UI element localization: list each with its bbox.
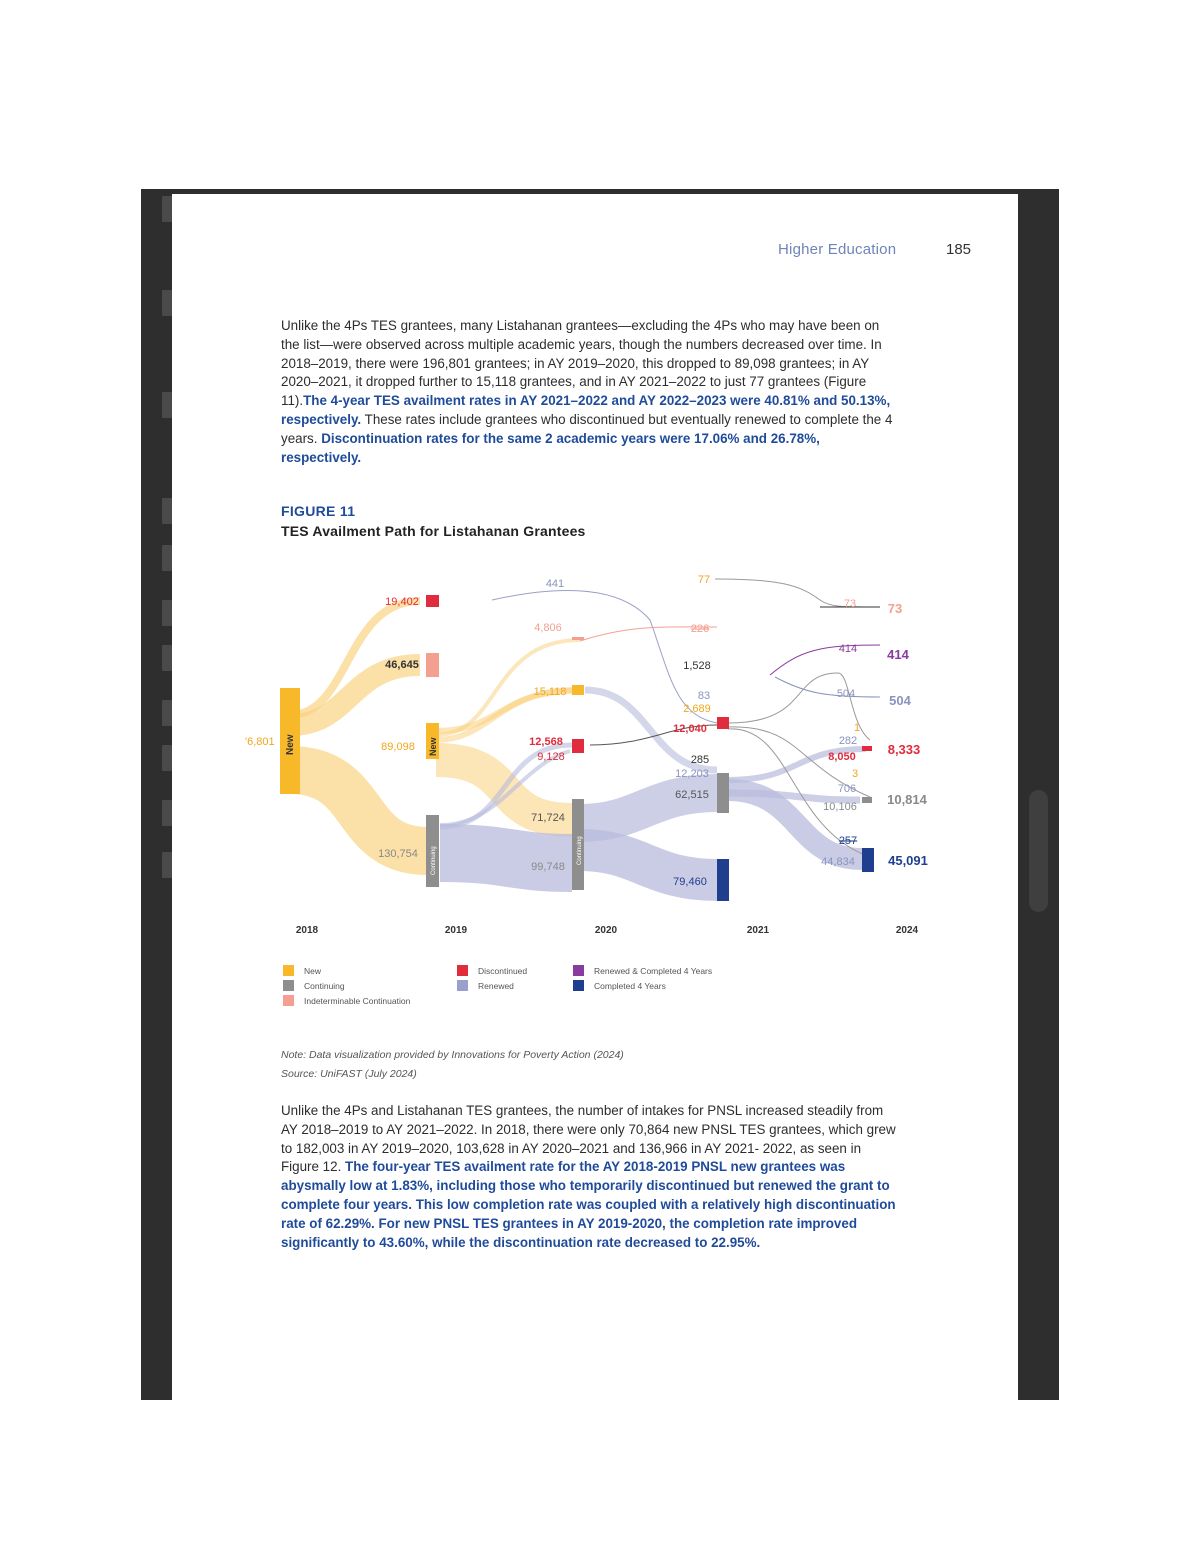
figure-source: Source: UniFAST (July 2024)	[281, 1068, 417, 1080]
node-label-new-2019: New	[428, 737, 438, 756]
flow-value-label: 414	[838, 643, 858, 655]
node-new-2020	[572, 685, 584, 695]
node-label-cont-2020: Continuing	[577, 836, 583, 865]
paragraph-highlight: Discontinuation rates for the same 2 academic years were 17.06% and 26.78%, respectively.	[281, 430, 820, 465]
background-glyph	[162, 392, 172, 418]
legend-swatch	[283, 995, 294, 1006]
node-disc-2024	[862, 746, 872, 751]
flow-value-label: 73	[887, 601, 903, 616]
figure-title: TES Availment Path for Listahanan Grantees	[281, 523, 586, 539]
flow-value-label: 79,460	[673, 876, 707, 888]
figure-label: FIGURE 11	[281, 503, 356, 519]
flow-value-label: 441	[545, 578, 565, 590]
year-label-2021: 2021	[746, 925, 770, 936]
flow-value-label: 71,724	[531, 812, 565, 824]
flow-new2018-cont	[290, 770, 428, 851]
node-indet-2019	[572, 637, 584, 640]
legend-label: Discontinued	[478, 966, 528, 976]
node-disc-2019	[572, 739, 584, 753]
flow-line-414	[770, 645, 880, 675]
background-glyph	[162, 700, 172, 726]
background-glyph	[162, 290, 172, 316]
flow-value-label: 12,040	[673, 723, 707, 735]
legend-swatch	[283, 965, 294, 976]
node-disc-2020	[717, 717, 729, 729]
background-glyph	[162, 645, 172, 671]
paragraph-listahanan	[281, 317, 901, 467]
legend-swatch	[457, 980, 468, 991]
node-cont-2021	[717, 773, 729, 813]
paragraph-text: These rates include grantees who discontinued but eventually renewed to complete the 4 years.	[281, 411, 893, 446]
flow-value-label: 99,748	[531, 861, 565, 873]
flow-line-504	[775, 677, 880, 697]
flow-value-label: 8,333	[887, 742, 921, 757]
legend-swatch	[573, 965, 584, 976]
flow-value-label: 8,050	[828, 751, 856, 763]
flow-value-label: 19,402	[385, 596, 419, 608]
flow-value-label: 44,834	[821, 856, 855, 868]
flow-value-label: 77	[697, 574, 711, 586]
node-comp-2021	[717, 859, 729, 901]
legend-label: Continuing	[304, 981, 345, 991]
scrollbar-thumb[interactable]	[1029, 790, 1048, 912]
flow-value-label: 2,689	[683, 703, 711, 715]
running-head: Higher Education	[778, 241, 897, 258]
flow-value-label: 12,203	[675, 768, 709, 780]
flow-value-label: 130,754	[378, 848, 418, 860]
flow-value-label: 73	[843, 598, 857, 610]
flow-value-label: 4,806	[534, 622, 562, 634]
background-glyph	[162, 852, 172, 878]
flow-value-label: 504	[889, 693, 911, 708]
flow-value-label: 285	[690, 754, 710, 766]
node-cont-2024	[862, 797, 872, 803]
figure-note: Note: Data visualization provided by Innovations for Poverty Action (2024)	[281, 1049, 624, 1061]
legend-label: New	[304, 966, 322, 976]
legend-label: Indeterminable Continuation	[304, 996, 411, 1006]
flow-value-label: 89,098	[381, 741, 415, 753]
legend-label: Renewed	[478, 981, 514, 991]
flow-value-label: 3	[851, 768, 859, 780]
node-label-cont-2019: Continuing	[431, 846, 437, 875]
flow-value-label: 706	[837, 783, 857, 795]
background-glyph	[162, 745, 172, 771]
year-label-2024: 2024	[895, 925, 919, 936]
year-label-2018: 2018	[295, 925, 319, 936]
flow-value-label: 1,528	[683, 660, 711, 672]
flow-value-label: 226	[690, 623, 710, 635]
paragraph-highlight: The 4-year TES availment rates in AY 2021–2022 and AY 2022–2023 were 40.81% and 50.13%, respectively.	[281, 393, 891, 427]
node-indet-2018	[426, 653, 439, 677]
legend-label: Completed 4 Years	[594, 981, 666, 991]
chart-legend	[283, 965, 803, 1010]
page-number: 185	[946, 241, 972, 258]
flow-line-cont-2024a	[728, 673, 870, 740]
node-label-new-2018: New	[285, 734, 296, 755]
flow-value-label: 282	[838, 735, 858, 747]
flow-value-label: 12,568	[529, 736, 563, 748]
flow-value-label: 257	[838, 835, 858, 847]
paragraph-text: Unlike the 4Ps TES grantees, many Listahanan grantees—excluding the 4Ps who may have been on the list—were observed across multiple academic years, though the numbers decreased over time. In 2018–2019, there were 196,801 grantees; in AY 2019–2020, this dropped to 89,098 grantees; in AY 2020–2021, it dropped further to 15,118 grantees, and in AY 2021–2022 to just 77 grantees (Figure 11).	[281, 318, 882, 409]
background-glyph	[162, 600, 172, 626]
flow-value-label: 1	[853, 722, 861, 734]
year-label-2019: 2019	[444, 925, 468, 936]
legend-label: Renewed & Completed 4 Years	[594, 966, 713, 976]
background-glyph	[162, 498, 172, 524]
flow-value-label: 45,091	[888, 853, 928, 868]
flow-value-label: 10,106	[823, 801, 857, 813]
sankey-chart	[230, 565, 970, 950]
paragraph-text: Unlike the 4Ps and Listahanan TES grantees, the number of intakes for PNSL increased steadily from AY 2018–2019 to AY 2021–2022. In 2018, there were only 70,864 new PNSL TES grantees, which grew to 182,003 in AY 2019–2020, 103,628 in AY 2020–2021 and 136,966 in AY 2021- 2022, as seen in Figure 12.	[281, 1103, 896, 1175]
legend-swatch	[283, 980, 294, 991]
background-glyph	[162, 800, 172, 826]
flow-value-label: 504	[836, 688, 856, 700]
flow-value-label: '6,801	[245, 736, 275, 748]
year-label-2020: 2020	[594, 925, 618, 936]
node-disc-2018	[426, 595, 439, 607]
paragraph-highlight: The four-year TES availment rate for the AY 2018-2019 PNSL new grantees was abysmally low at 1.83%, including those who temporarily discontinued but renewed the grant to complete four years. This low completion rate was coupled with a relatively high discontinuation rate of 62.29%. For new PNSL TES grantees in AY 2019-2020, the completion rate improved significantly to 43.60%, while the discontinuation rate decreased to 22.95%.	[281, 1159, 896, 1250]
flow-new2018-indet	[290, 665, 420, 725]
legend-swatch	[457, 965, 468, 976]
flow-value-label: 15,118	[533, 686, 567, 698]
legend-swatch	[573, 980, 584, 991]
flow-value-label: 10,814	[887, 792, 927, 807]
flow-value-label: 46,645	[385, 659, 419, 671]
background-glyph	[162, 545, 172, 571]
flow-value-label: 83	[697, 690, 711, 702]
paragraph-pnsl	[281, 1102, 901, 1252]
background-glyph	[162, 196, 172, 222]
flow-value-label: 62,515	[675, 789, 709, 801]
flow-value-label: 414	[887, 647, 909, 662]
node-comp-2024	[862, 848, 874, 872]
flow-value-label: 9,128	[537, 751, 565, 763]
